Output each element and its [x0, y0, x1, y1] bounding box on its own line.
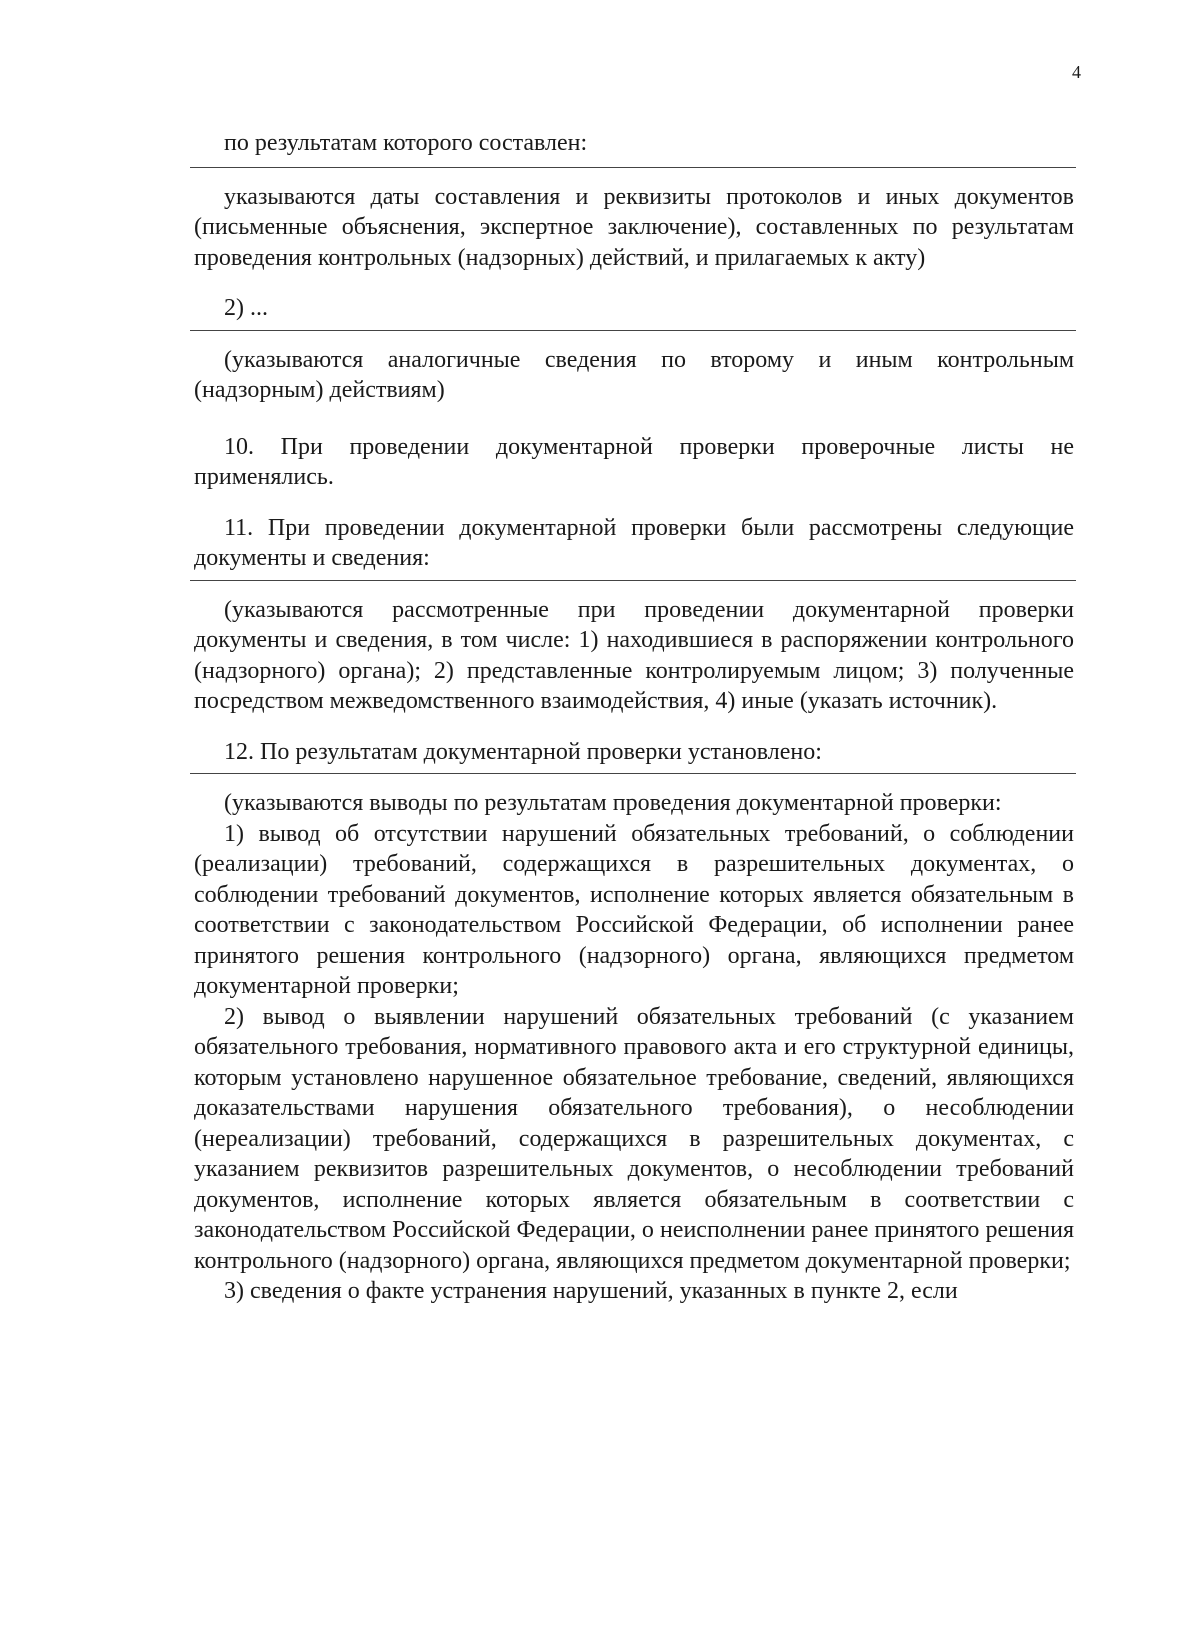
paragraph-similar-info-note: (указываются аналогичные сведения по второму и иным контрольным (надзорным) действиям)	[194, 346, 1074, 403]
paragraph-result-intro: по результатам которого составлен:	[224, 130, 588, 156]
paragraph-10: 10. При проведении документарной проверки проверочные листы не применялись.	[194, 433, 1074, 490]
paragraph-conclusion-3: 3) сведения о факте устранения нарушений, указанных в пункте 2, если	[224, 1278, 958, 1304]
paragraph-11: 11. При проведении документарной проверки были рассмотрены следующие документы и сведения:	[194, 514, 1074, 571]
document-body	[194, 128, 1074, 1307]
paragraph-documents-note: (указываются рассмотренные при проведении документарной проверки документы и сведения, в том числе: 1) находившиеся в распоряжении контрольного (надзорного) органа); 2) представленные контролируемым лицом; 3) полученные посредством межведомственного взаимодействия, 4) иные (указать источник).	[194, 596, 1074, 714]
page-number: 4	[1072, 62, 1081, 82]
paragraph-conclusion-2: 2) вывод о выявлении нарушений обязательных требований (с указанием обязательного требования, нормативного правового акта и его структурной единицы, которым установлено нарушенное обязательное требование, сведений, являющихся доказательствами нарушения обязательного требования), о несоблюдении (нереализации) требований, содержащихся в разрешительных документах, с указанием реквизитов разрешительных документов, о несоблюдении требований документов, исполнение которых является обязательным в соответствии с законодательством Российской Федерации, о неисполнении ранее принятого решения контрольного (надзорного) органа, являющихся предметом документарной проверки;	[194, 1003, 1074, 1274]
paragraph-protocols-note: указываются даты составления и реквизиты протоколов и иных документов (письменные объяснения, экспертное заключение), составленных по результатам проведения контрольных (надзорных) действий, и прилагаемых к акту)	[194, 183, 1074, 271]
paragraph-conclusion-1: 1) вывод об отсутствии нарушений обязательных требований, о соблюдении (реализации) требований, содержащихся в разрешительных документах, о соблюдении требований документов, исполнение которых является обязательным в соответствии с законодательством Российской Федерации, об исполнении ранее принятого решения контрольного (надзорного) органа, являющихся предметом документарной проверки;	[194, 820, 1074, 999]
paragraph-conclusions-intro: (указываются выводы по результатам проведения документарной проверки:	[224, 790, 1002, 816]
paragraph-item-2: 2) ...	[224, 295, 268, 321]
paragraph-12: 12. По результатам документарной проверки установлено:	[224, 738, 822, 765]
